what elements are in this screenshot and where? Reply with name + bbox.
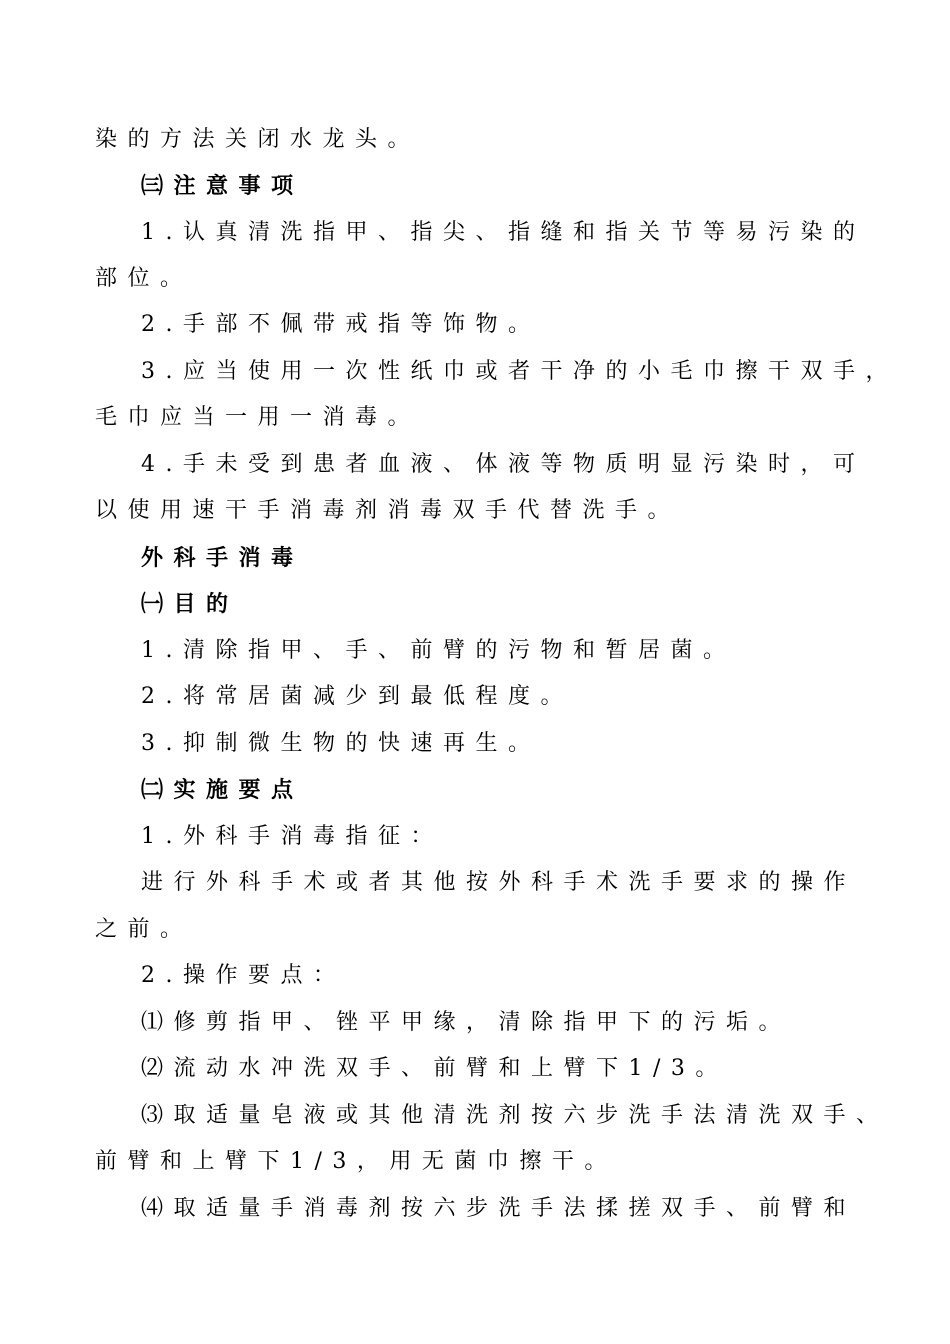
list-item: 1.清除指甲、手、前臂的污物和暂居菌。 (141, 638, 736, 663)
list-item: 2.操作要点： (141, 963, 346, 988)
list-item: 4.手未受到患者血液、体液等物质明显污染时，可 (141, 452, 866, 477)
list-item: ⑴修剪指甲、锉平甲缘，清除指甲下的污垢。 (141, 1010, 792, 1035)
list-item: 1.外科手消毒指征： (141, 824, 443, 849)
list-item: 1.认真清洗指甲、指尖、指缝和指关节等易污染的 (141, 220, 866, 245)
list-item: 2.将常居菌减少到最低程度。 (141, 684, 573, 709)
text-line: 进行外科手术或者其他按外科手术洗手要求的操作 (141, 870, 857, 895)
text-line: 之前。 (95, 917, 193, 942)
list-item: ⑷取适量手消毒剂按六步洗手法揉搓双手、前臂和 (141, 1196, 857, 1221)
text-line: 染的方法关闭水龙头。 (95, 127, 421, 152)
section-heading: ㈡实施要点 (141, 777, 304, 803)
text-line: 部位。 (95, 266, 193, 291)
list-item: ⑶取适量皂液或其他清洗剂按六步洗手法清洗双手、 (141, 1103, 889, 1128)
text-line: 以使用速干手消毒剂消毒双手代替洗手。 (95, 498, 681, 523)
text-line: 前臂和上臂下1/3，用无菌巾擦干。 (95, 1149, 617, 1174)
section-heading: ㈢注意事项 (141, 173, 304, 199)
text-line: 毛巾应当一用一消毒。 (95, 405, 421, 430)
list-item: 2.手部不佩带戒指等饰物。 (141, 312, 541, 337)
section-heading: 外科手消毒 (141, 545, 304, 571)
list-item: ⑵流动水冲洗双手、前臂和上臂下1/3。 (141, 1056, 728, 1081)
section-heading: ㈠目的 (141, 591, 239, 617)
list-item: 3.应当使用一次性纸巾或者干净的小毛巾擦干双手， (141, 359, 898, 384)
list-item: 3.抑制微生物的快速再生。 (141, 731, 541, 756)
